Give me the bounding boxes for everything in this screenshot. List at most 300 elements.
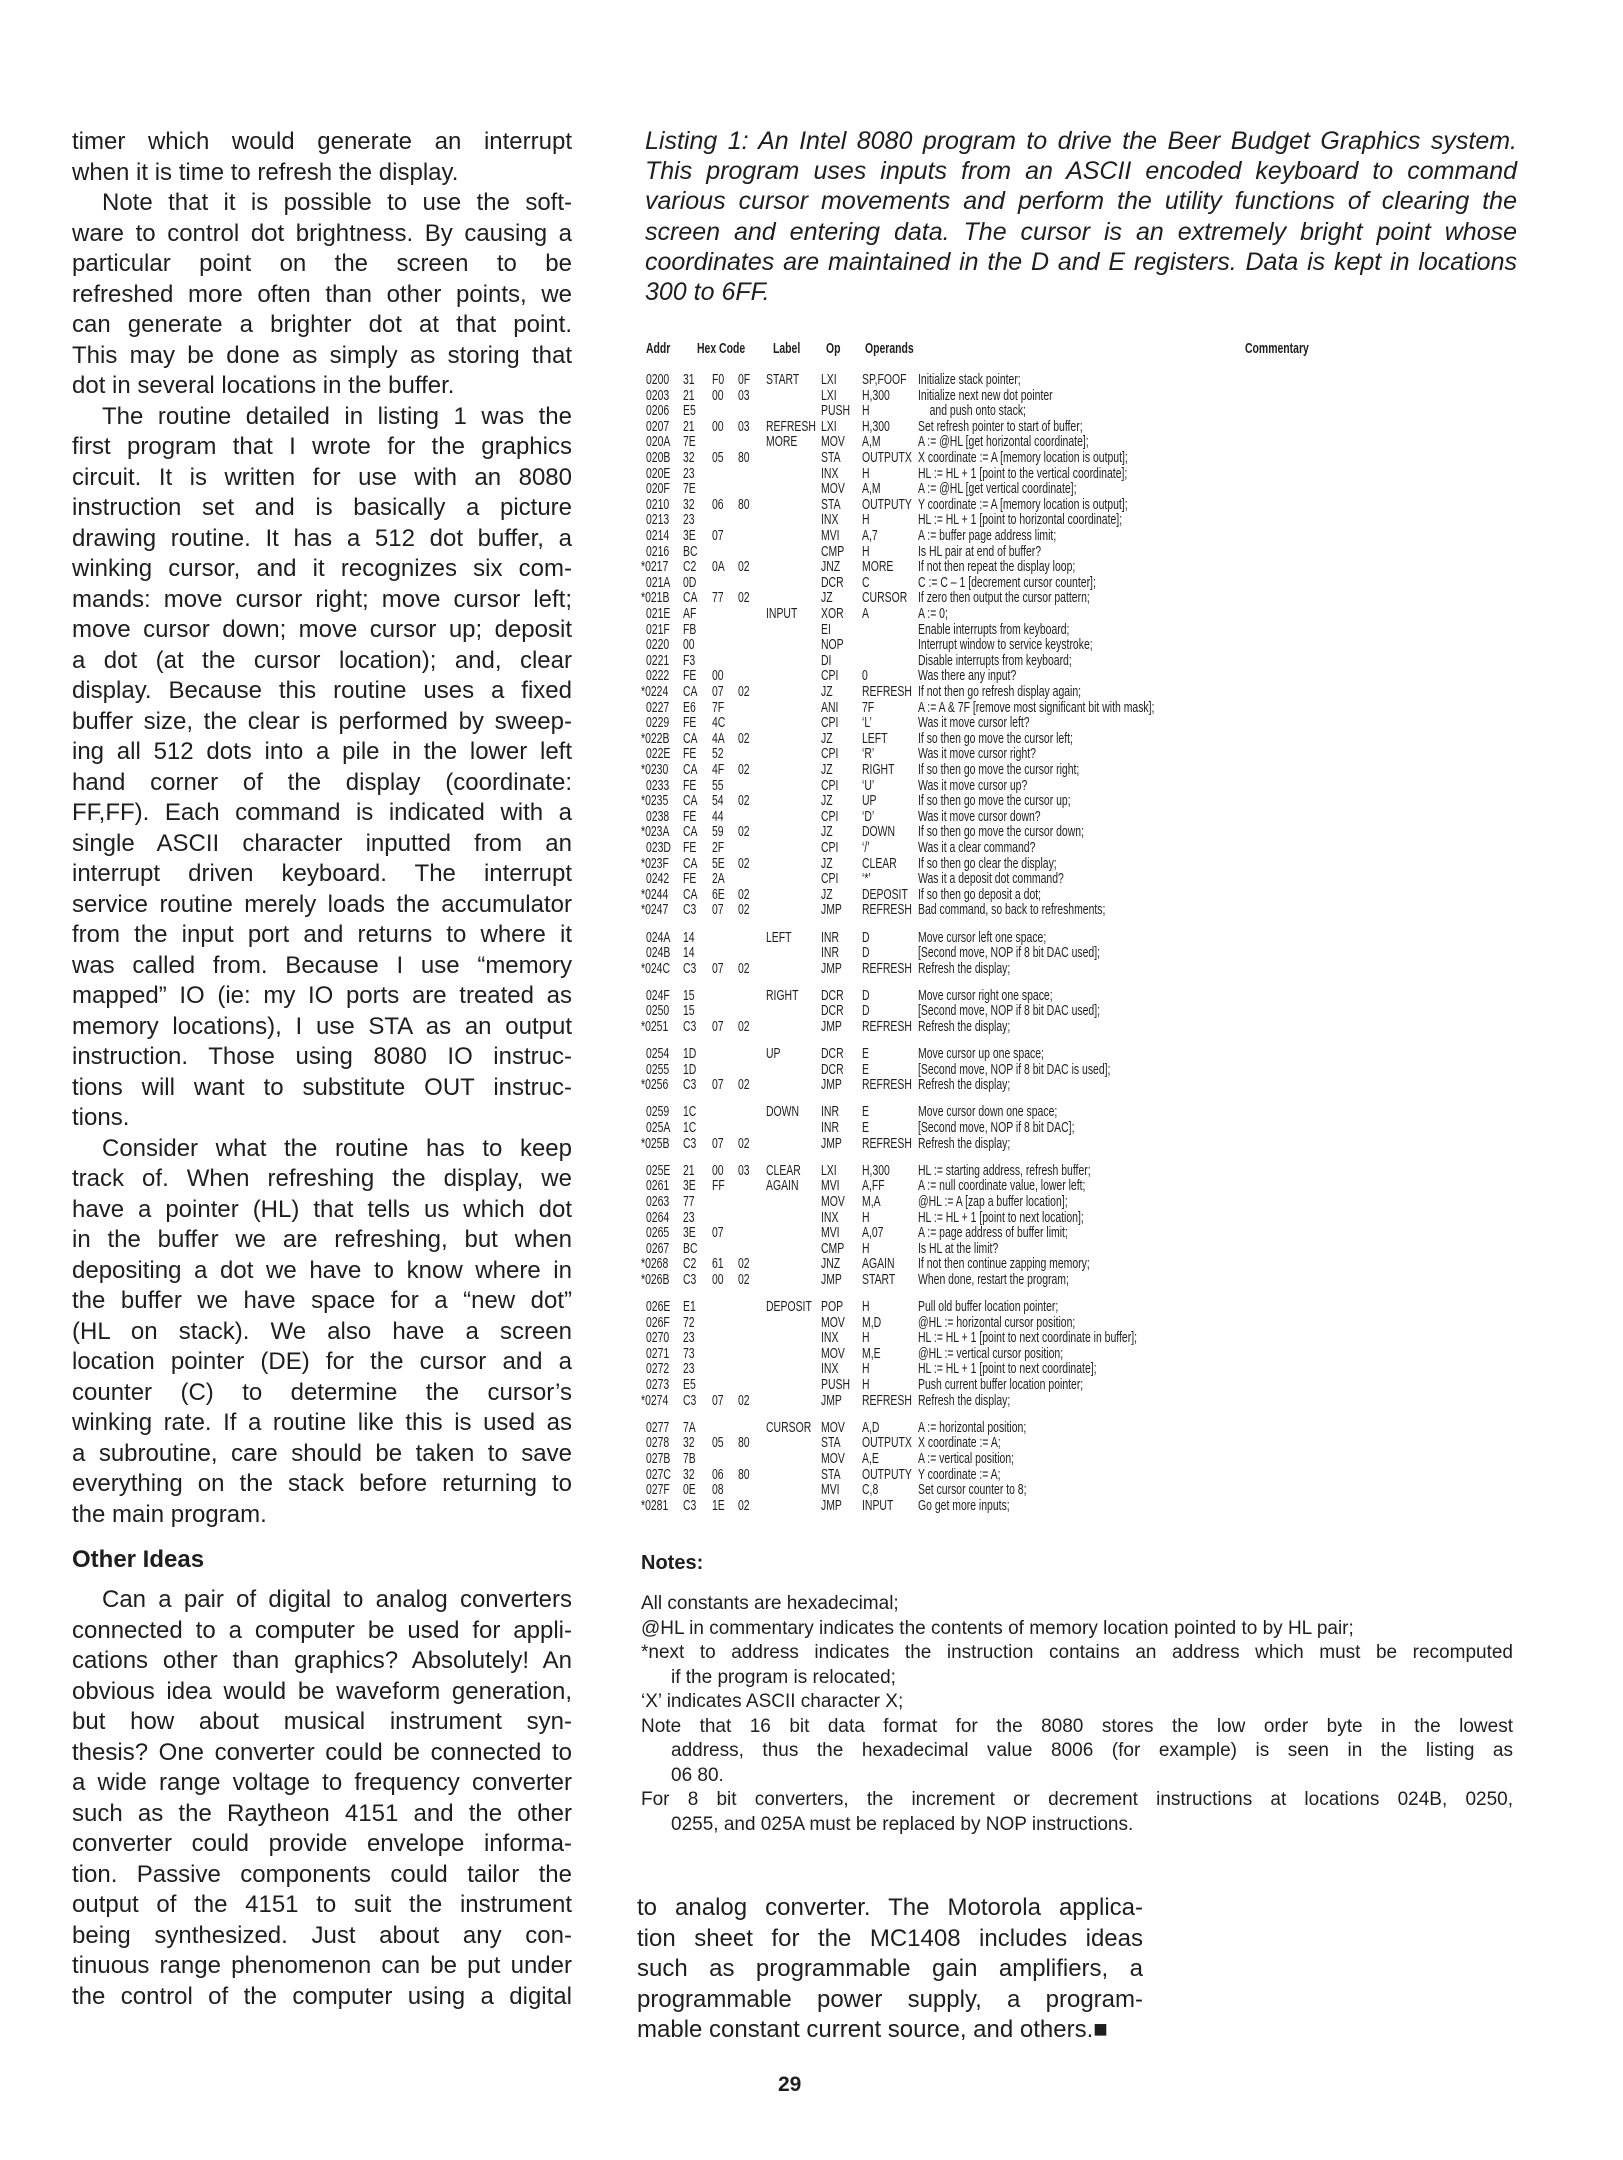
opcode: JZ bbox=[821, 855, 833, 872]
comment: Disable interrupts from keyboard; bbox=[918, 652, 1072, 669]
operands: CLEAR bbox=[862, 855, 897, 872]
hex-byte-2: 77 bbox=[712, 590, 724, 607]
paragraph-line: a wide range voltage to frequency converter bbox=[72, 1769, 572, 1796]
comment: If so then go deposit a dot; bbox=[918, 886, 1042, 903]
address: *025B bbox=[641, 1135, 670, 1152]
paragraph-line: a dot (at the cursor location); and, clear bbox=[72, 646, 572, 674]
paragraph-line: cations other than graphics? Absolutely! An bbox=[72, 1647, 572, 1674]
address: 0222 bbox=[646, 668, 670, 685]
section-heading-other-ideas: Other Ideas bbox=[72, 1546, 205, 1573]
address: 0277 bbox=[646, 1419, 670, 1436]
operands: AGAIN bbox=[862, 1256, 895, 1273]
address: 0214 bbox=[646, 528, 670, 544]
comment: HL := HL + 1 [point to next coordinate]; bbox=[918, 1361, 1097, 1378]
opcode: INR bbox=[821, 1120, 839, 1136]
hex-byte-1: 00 bbox=[683, 637, 695, 654]
address: *0217 bbox=[641, 559, 669, 576]
opcode: JZ bbox=[821, 762, 833, 778]
hex-byte-2: 06 bbox=[712, 496, 724, 513]
address: 023D bbox=[646, 840, 671, 856]
paragraph-line: move cursor down; move cursor up; deposit bbox=[72, 616, 572, 643]
caption-line: This program uses inputs from an ASCII encoded keyboard to command bbox=[645, 157, 1517, 186]
hex-byte-2: 44 bbox=[712, 808, 724, 825]
hex-byte-1: FB bbox=[683, 621, 697, 638]
address: 0263 bbox=[646, 1193, 670, 1210]
comment: Push current buffer location pointer; bbox=[918, 1377, 1084, 1393]
hex-byte-1: 1D bbox=[683, 1046, 697, 1063]
hex-byte-2: 07 bbox=[712, 684, 724, 700]
operands: ‘/’ bbox=[862, 840, 870, 856]
body-text-after bbox=[72, 1585, 572, 2012]
hex-byte-1: E5 bbox=[683, 1377, 696, 1393]
label: UP bbox=[766, 1046, 781, 1063]
operands: H bbox=[862, 512, 870, 529]
operands: H bbox=[862, 1361, 870, 1378]
hex-byte-3: 02 bbox=[738, 793, 750, 810]
comment: [Second move, NOP if 8 bit DAC used]; bbox=[918, 1003, 1101, 1020]
hex-byte-1: C3 bbox=[683, 1392, 697, 1409]
paragraph-line: mable constant current source, and others.■ bbox=[637, 2016, 1108, 2043]
paragraph-line: the buffer we have space for a “new dot” bbox=[72, 1287, 572, 1314]
operands: ‘L’ bbox=[862, 715, 872, 732]
hex-byte-3: 0F bbox=[738, 372, 751, 388]
hex-byte-3: 03 bbox=[738, 418, 750, 435]
comment: Bad command, so back to refreshments; bbox=[918, 902, 1106, 919]
hex-byte-1: 7E bbox=[683, 481, 696, 498]
hex-byte-2: 00 bbox=[712, 418, 724, 435]
comment: Set refresh pointer to start of buffer; bbox=[918, 418, 1083, 435]
address: 0233 bbox=[646, 777, 670, 794]
address: *0244 bbox=[641, 886, 669, 903]
operands: REFRESH bbox=[862, 902, 912, 919]
paragraph-line: everything on the stack before returning to bbox=[72, 1470, 572, 1497]
address: 0207 bbox=[646, 418, 670, 435]
operands: ‘D’ bbox=[862, 808, 875, 825]
address: 024F bbox=[646, 987, 670, 1004]
paragraph-line: track of. When refreshing the display, we bbox=[72, 1165, 572, 1192]
comment: Move cursor left one space; bbox=[918, 929, 1047, 946]
address: 025A bbox=[646, 1120, 671, 1136]
operands: H,300 bbox=[862, 1162, 890, 1179]
opcode: MOV bbox=[821, 1193, 845, 1210]
address: 0278 bbox=[646, 1435, 670, 1452]
paragraph-line: ware to control dot brightness. By causing a bbox=[72, 219, 572, 247]
address: 026F bbox=[646, 1314, 670, 1331]
address: *0230 bbox=[641, 762, 669, 778]
paragraph-line: the main program. bbox=[72, 1500, 267, 1528]
address: 0270 bbox=[646, 1330, 670, 1347]
address: 0238 bbox=[646, 808, 670, 825]
opcode: STA bbox=[821, 496, 841, 513]
operands: A,M bbox=[862, 434, 881, 451]
hex-byte-1: F3 bbox=[683, 652, 696, 669]
comment: HL := HL + 1 [point to next location]; bbox=[918, 1209, 1084, 1226]
hex-byte-3: 02 bbox=[738, 590, 750, 607]
label: DEPOSIT bbox=[766, 1299, 812, 1315]
caption-line: screen and entering data. The cursor is an extremely bright point whose bbox=[645, 217, 1517, 246]
paragraph-line: hand corner of the display (coordinate: bbox=[72, 768, 572, 796]
label: START bbox=[766, 372, 800, 388]
paragraph-line: dot in several locations in the buffer. bbox=[72, 372, 455, 399]
hex-byte-2: 52 bbox=[712, 746, 724, 763]
address: *0224 bbox=[641, 684, 669, 700]
hex-byte-1: 7A bbox=[683, 1419, 696, 1436]
comment: Was it move cursor right? bbox=[918, 746, 1036, 763]
operands: ‘U’ bbox=[862, 777, 875, 794]
opcode: LXI bbox=[821, 387, 837, 404]
comment: Initialize next new dot pointer bbox=[918, 387, 1053, 404]
operands: H bbox=[862, 403, 870, 420]
opcode: PUSH bbox=[821, 1377, 851, 1393]
operands: A,07 bbox=[862, 1225, 884, 1242]
address: 0264 bbox=[646, 1209, 670, 1226]
address: 024B bbox=[646, 945, 671, 962]
opcode: CPI bbox=[821, 871, 839, 888]
opcode: EI bbox=[821, 621, 831, 638]
opcode: JMP bbox=[821, 1392, 842, 1409]
hex-byte-1: 7E bbox=[683, 434, 696, 451]
comment: Pull old buffer location pointer; bbox=[918, 1299, 1059, 1315]
label: AGAIN bbox=[766, 1178, 799, 1195]
operands: H bbox=[862, 543, 870, 560]
comment: If so then go clear the display; bbox=[918, 855, 1057, 872]
opcode: JMP bbox=[821, 902, 842, 919]
opcode: DCR bbox=[821, 1061, 844, 1078]
comment: @HL := vertical cursor position; bbox=[918, 1345, 1064, 1362]
opcode: DI bbox=[821, 652, 832, 669]
opcode: DCR bbox=[821, 1003, 844, 1020]
page-number: 29 bbox=[778, 2073, 802, 2096]
hex-byte-2: 2F bbox=[712, 840, 725, 856]
operands: H bbox=[862, 1240, 870, 1257]
note-line: For 8 bit converters, the increment or decrement instructions at locations 024B, 0250, bbox=[641, 1789, 1513, 1810]
hex-byte-2: 07 bbox=[712, 1135, 724, 1152]
hex-byte-1: 32 bbox=[683, 450, 695, 466]
label: CURSOR bbox=[766, 1419, 812, 1436]
paragraph-line: instruction set and is basically a picture bbox=[72, 494, 572, 521]
address: 026E bbox=[646, 1299, 671, 1315]
comment: @HL := horizontal cursor position; bbox=[918, 1314, 1076, 1331]
address: 0261 bbox=[646, 1178, 670, 1195]
operands: REFRESH bbox=[862, 960, 912, 977]
operands: A,E bbox=[862, 1450, 879, 1467]
hex-byte-2: 59 bbox=[712, 824, 724, 841]
opcode: DCR bbox=[821, 574, 844, 591]
address: 0229 bbox=[646, 715, 670, 732]
comment: HL := HL + 1 [point to horizontal coordinate]; bbox=[918, 512, 1123, 529]
comment: Is HL pair at end of buffer? bbox=[918, 543, 1042, 560]
operands: ‘R’ bbox=[862, 746, 875, 763]
hex-byte-1: 21 bbox=[683, 1162, 695, 1179]
operands: C bbox=[862, 574, 870, 591]
hex-byte-1: 77 bbox=[683, 1193, 695, 1210]
paragraph-line: tinuous range phenomenon can be put under bbox=[72, 1952, 572, 1979]
operands: 7F bbox=[862, 699, 875, 716]
operands: M,E bbox=[862, 1345, 881, 1362]
opcode: JMP bbox=[821, 1135, 842, 1152]
hex-byte-1: 14 bbox=[683, 945, 695, 962]
paragraph-line: (HL on stack). We also have a screen bbox=[72, 1317, 572, 1345]
opcode: CPI bbox=[821, 746, 839, 763]
opcode: INX bbox=[821, 465, 839, 482]
hex-byte-2: 07 bbox=[712, 1392, 724, 1409]
note-line: 06 80. bbox=[671, 1764, 724, 1786]
paragraph-line: converter could provide envelope informa- bbox=[72, 1830, 572, 1857]
comment: Enable interrupts from keyboard; bbox=[918, 621, 1070, 638]
operands: E bbox=[862, 1120, 869, 1136]
operands: REFRESH bbox=[862, 684, 912, 700]
hex-byte-1: FE bbox=[683, 715, 697, 732]
comment: A := 0; bbox=[918, 606, 948, 622]
paragraph-line: obvious idea would be waveform generation, bbox=[72, 1677, 572, 1705]
operands: OUTPUTY bbox=[862, 1466, 912, 1483]
paragraph-line: the control of the computer using a digital bbox=[72, 1982, 572, 2010]
opcode: MOV bbox=[821, 434, 845, 451]
operands: H bbox=[862, 465, 870, 482]
paragraph-line: tion sheet for the MC1408 includes ideas bbox=[637, 1924, 1143, 1952]
comment: Set cursor counter to 8; bbox=[918, 1482, 1027, 1499]
hex-byte-2: 4F bbox=[712, 762, 725, 778]
opcode: DCR bbox=[821, 987, 844, 1004]
hex-byte-2: 54 bbox=[712, 793, 724, 810]
comment: Y coordinate := A; bbox=[918, 1466, 1001, 1483]
address: 0200 bbox=[646, 372, 670, 388]
comment: HL := HL + 1 [point to the vertical coordinate]; bbox=[918, 465, 1128, 482]
hex-byte-3: 02 bbox=[738, 559, 750, 576]
opcode: INX bbox=[821, 1330, 839, 1347]
operands: H,300 bbox=[862, 418, 890, 435]
hex-byte-1: CA bbox=[683, 793, 698, 810]
label: INPUT bbox=[766, 606, 798, 622]
opcode: INX bbox=[821, 1209, 839, 1226]
opcode: CPI bbox=[821, 777, 839, 794]
comment: HL := starting address, refresh buffer; bbox=[918, 1162, 1091, 1179]
hex-byte-2: 00 bbox=[712, 1271, 724, 1288]
opcode: LXI bbox=[821, 372, 837, 388]
operands: CURSOR bbox=[862, 590, 908, 607]
paragraph-line: mapped” IO (ie: my IO ports are treated as bbox=[72, 982, 572, 1009]
hex-byte-3: 02 bbox=[738, 1392, 750, 1409]
hex-byte-3: 80 bbox=[738, 1435, 750, 1452]
operands: E bbox=[862, 1104, 869, 1121]
hex-byte-1: 32 bbox=[683, 496, 695, 513]
header-label: Label bbox=[773, 341, 801, 357]
operands: REFRESH bbox=[862, 1077, 912, 1094]
hex-byte-2: 07 bbox=[712, 960, 724, 977]
opcode: JMP bbox=[821, 1019, 842, 1035]
hex-byte-1: 23 bbox=[683, 512, 695, 529]
hex-byte-2: F0 bbox=[712, 372, 725, 388]
address: 0216 bbox=[646, 543, 670, 560]
opcode: DCR bbox=[821, 1046, 844, 1063]
paragraph-line: particular point on the screen to be bbox=[72, 250, 572, 277]
paragraph-line: interrupt driven keyboard. The interrupt bbox=[72, 860, 572, 887]
hex-byte-1: 1C bbox=[683, 1120, 697, 1136]
paragraph-line: can generate a brighter dot at that point. bbox=[72, 311, 572, 338]
note-line: All constants are hexadecimal; bbox=[641, 1593, 899, 1614]
hex-byte-1: 23 bbox=[683, 465, 695, 482]
comment: If zero then output the cursor pattern; bbox=[918, 590, 1090, 607]
hex-byte-3: 02 bbox=[738, 684, 750, 700]
paragraph-line: display. Because this routine uses a fixed bbox=[72, 677, 572, 704]
address: 0273 bbox=[646, 1377, 670, 1393]
operands: REFRESH bbox=[862, 1135, 912, 1152]
hex-byte-1: 72 bbox=[683, 1314, 695, 1331]
hex-byte-1: 1D bbox=[683, 1061, 697, 1078]
label: DOWN bbox=[766, 1104, 800, 1121]
hex-byte-2: 6E bbox=[712, 886, 725, 903]
operands: D bbox=[862, 929, 870, 946]
paragraph-line: This may be done as simply as storing that bbox=[72, 341, 572, 369]
address: *0268 bbox=[641, 1256, 669, 1273]
address: 024A bbox=[646, 929, 671, 946]
opcode: MVI bbox=[821, 1178, 840, 1195]
paragraph-line: circuit. It is written for use with an 8080 bbox=[72, 463, 572, 491]
hex-byte-1: 31 bbox=[683, 372, 695, 388]
operands: M,D bbox=[862, 1314, 882, 1331]
comment: A := vertical position; bbox=[918, 1450, 1015, 1467]
hex-byte-3: 02 bbox=[738, 1256, 750, 1273]
hex-byte-3: 02 bbox=[738, 1019, 750, 1035]
comment: Refresh the display; bbox=[918, 1019, 1011, 1035]
address: 0242 bbox=[646, 871, 670, 888]
header-hex-code: Hex Code bbox=[697, 341, 746, 357]
operands: H bbox=[862, 1377, 870, 1393]
comment: @HL := A [zap a buffer location]; bbox=[918, 1193, 1068, 1210]
opcode: CMP bbox=[821, 1240, 845, 1257]
hex-byte-1: CA bbox=[683, 762, 698, 778]
paragraph-line: Can a pair of digital to analog converters bbox=[102, 1586, 572, 1613]
hex-byte-2: 4A bbox=[712, 730, 725, 747]
address: 020F bbox=[646, 481, 670, 498]
hex-byte-2: FF bbox=[712, 1178, 725, 1195]
opcode: STA bbox=[821, 450, 841, 466]
opcode: JNZ bbox=[821, 1256, 841, 1273]
hex-byte-3: 02 bbox=[738, 1497, 750, 1514]
paragraph-line: in the buffer we are refreshing, but when bbox=[72, 1226, 572, 1253]
comment: If not then continue zapping memory; bbox=[918, 1256, 1090, 1273]
paragraph-line: FF,FF). Each command is indicated with a bbox=[72, 799, 572, 826]
hex-byte-3: 02 bbox=[738, 762, 750, 778]
caption-line: coordinates are maintained in the D and E registers. Data is kept in locations bbox=[645, 247, 1517, 276]
hex-byte-2: 1E bbox=[712, 1497, 725, 1514]
hex-byte-2: 61 bbox=[712, 1256, 724, 1273]
opcode: JMP bbox=[821, 1271, 842, 1288]
operands: DOWN bbox=[862, 824, 896, 841]
comment: If not then go refresh display again; bbox=[918, 684, 1082, 700]
paragraph-line: winking cursor, and it recognizes six com- bbox=[72, 555, 572, 582]
operands: E bbox=[862, 1061, 869, 1078]
comment: Go get more inputs; bbox=[918, 1497, 1010, 1514]
paragraph-line: when it is time to refresh the display. bbox=[72, 158, 459, 186]
comment: [Second move, NOP if 8 bit DAC]; bbox=[918, 1120, 1075, 1136]
caption-line: various cursor movements and perform the utility functions of clearing the bbox=[645, 187, 1517, 216]
opcode: XOR bbox=[821, 606, 844, 622]
opcode: INR bbox=[821, 945, 839, 962]
comment: A := A & 7F [remove most significant bit with mask]; bbox=[918, 699, 1155, 716]
operands: MORE bbox=[862, 559, 894, 576]
comment: A := buffer page address limit; bbox=[918, 528, 1057, 544]
address: *0274 bbox=[641, 1392, 669, 1409]
paragraph-line: was called from. Because I use “memory bbox=[72, 951, 572, 979]
paragraph-line: timer which would generate an interrupt bbox=[72, 128, 572, 155]
opcode: STA bbox=[821, 1435, 841, 1452]
paragraph-line: from the input port and returns to where it bbox=[72, 921, 572, 948]
paragraph-line: single ASCII character inputted from an bbox=[72, 829, 572, 857]
comment: Y coordinate := A [memory location is output]; bbox=[918, 496, 1128, 513]
address: 0265 bbox=[646, 1225, 670, 1242]
address: 0267 bbox=[646, 1240, 670, 1257]
address: 0220 bbox=[646, 637, 670, 654]
operands: A bbox=[862, 606, 869, 622]
hex-byte-1: CA bbox=[683, 886, 698, 903]
comment: Interrupt window to service keystroke; bbox=[918, 637, 1093, 654]
hex-byte-2: 07 bbox=[712, 1077, 724, 1094]
hex-byte-1: FE bbox=[683, 840, 697, 856]
hex-byte-2: 05 bbox=[712, 1435, 724, 1452]
opcode: MOV bbox=[821, 1450, 845, 1467]
hex-byte-2: 0A bbox=[712, 559, 725, 576]
hex-byte-1: CA bbox=[683, 730, 698, 747]
paragraph-line: counter (C) to determine the cursor’s bbox=[72, 1378, 572, 1406]
address: 021F bbox=[646, 621, 670, 638]
comment: and push onto stack; bbox=[918, 403, 1026, 420]
address: 021E bbox=[646, 606, 671, 622]
address: *023F bbox=[641, 855, 669, 872]
hex-byte-1: 15 bbox=[683, 987, 695, 1004]
opcode: INX bbox=[821, 512, 839, 529]
paragraph-line: programmable power supply, a program- bbox=[637, 1985, 1143, 2013]
label: RIGHT bbox=[766, 987, 799, 1004]
hex-byte-1: 23 bbox=[683, 1209, 695, 1226]
address: 027C bbox=[646, 1466, 671, 1483]
note-line: ‘X’ indicates ASCII character X; bbox=[641, 1691, 904, 1712]
comment: Is HL at the limit? bbox=[918, 1240, 999, 1257]
comment: Refresh the display; bbox=[918, 1135, 1011, 1152]
opcode: MOV bbox=[821, 1419, 845, 1436]
hex-byte-1: 0E bbox=[683, 1482, 696, 1499]
opcode: JZ bbox=[821, 590, 833, 607]
hex-byte-2: 07 bbox=[712, 902, 724, 919]
hex-byte-1: 1C bbox=[683, 1104, 697, 1121]
hex-byte-1: 14 bbox=[683, 929, 695, 946]
address: *0247 bbox=[641, 902, 669, 919]
address: *026B bbox=[641, 1271, 670, 1288]
comment: If so then go move the cursor down; bbox=[918, 824, 1084, 841]
comment: If so then go move the cursor left; bbox=[918, 730, 1073, 747]
hex-byte-1: C3 bbox=[683, 902, 697, 919]
paragraph-line: memory locations), I use STA as an output bbox=[72, 1012, 572, 1040]
opcode: MVI bbox=[821, 528, 840, 544]
hex-byte-2: 05 bbox=[712, 450, 724, 466]
opcode: NOP bbox=[821, 637, 844, 654]
label: REFRESH bbox=[766, 418, 816, 435]
hex-byte-3: 80 bbox=[738, 1466, 750, 1483]
address: *022B bbox=[641, 730, 670, 747]
hex-byte-1: BC bbox=[683, 1240, 698, 1257]
operands: OUTPUTX bbox=[862, 450, 912, 466]
operands: E bbox=[862, 1046, 869, 1063]
opcode: INR bbox=[821, 929, 839, 946]
comment: Initialize stack pointer; bbox=[918, 372, 1021, 388]
paragraph-line: have a pointer (HL) that tells us which dot bbox=[72, 1195, 572, 1223]
opcode: JMP bbox=[821, 960, 842, 977]
hex-byte-1: 32 bbox=[683, 1435, 695, 1452]
hex-byte-3: 80 bbox=[738, 496, 750, 513]
comment: A := null coordinate value, lower left; bbox=[918, 1178, 1086, 1195]
note-line: @HL in commentary indicates the contents of memory location pointed to by HL pair; bbox=[641, 1617, 1354, 1639]
comment: Refresh the display; bbox=[918, 1077, 1011, 1094]
